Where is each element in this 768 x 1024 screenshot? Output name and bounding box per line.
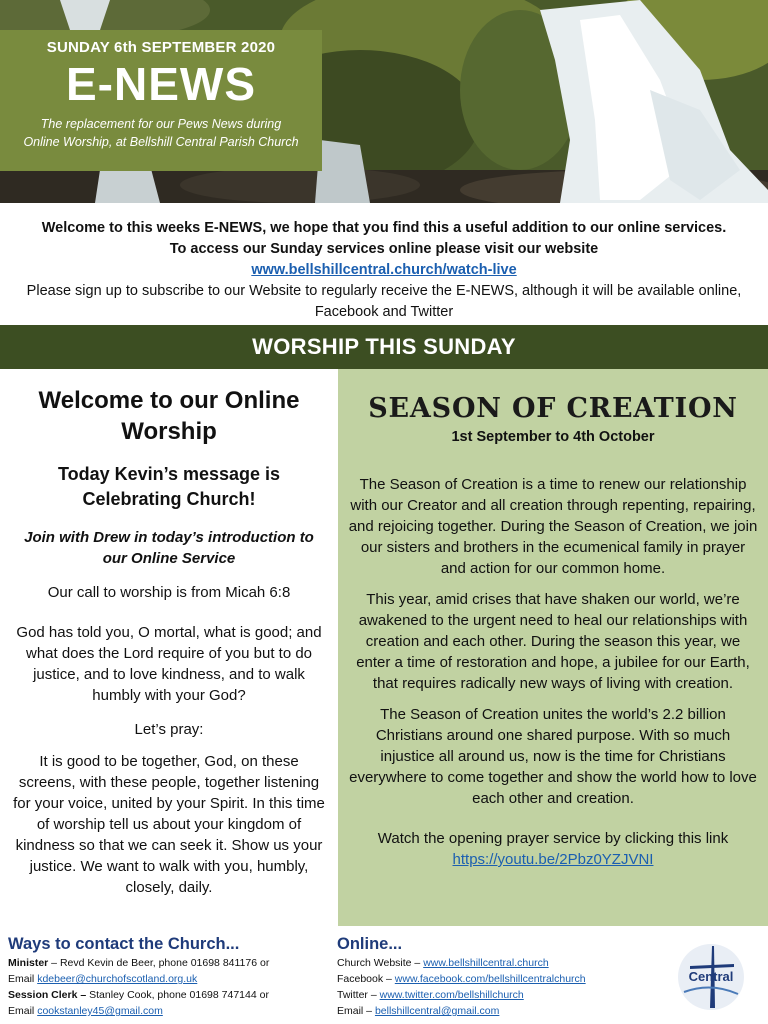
- minister-label: Minister: [8, 957, 49, 969]
- website-line: [337, 955, 667, 971]
- welcome-text: Welcome to this weeks E-NEWS, we hope that you find this a useful addition to our online services. To access our Sunday services online please visit our website: [41, 220, 727, 257]
- clerk-text: Stanley Cook, phone 01698 747144 or: [86, 989, 269, 1001]
- season-of-creation-panel: [338, 369, 768, 926]
- scripture-text: God has told you, O mortal, what is good; and what does the Lord require of you but to do justice, and to love kindness, and to walk humbly with your God?: [16, 624, 322, 704]
- worship-heading: Welcome to our Online Worship: [38, 387, 300, 445]
- intro-section: [0, 203, 768, 325]
- clerk-label: Session Clerk –: [8, 989, 87, 1001]
- online-heading: Online...: [337, 935, 403, 953]
- logo-text: Central: [688, 969, 734, 984]
- subscribe-text: Please sign up to subscribe to our Website to regularly receive the E-NEWS, although it will be available online, Facebook and Twitter: [26, 283, 742, 320]
- facebook-link[interactable]: www.facebook.com/bellshillcentralchurch: [394, 973, 586, 985]
- service-intro: Join with Drew in today’s introduction to our Online Service: [24, 529, 314, 567]
- online-email-label: Email –: [337, 1005, 375, 1017]
- subtitle-line-1: The replacement for our Pews News during: [40, 117, 282, 131]
- watch-live-link[interactable]: www.bellshillcentral.church/watch-live: [251, 262, 517, 278]
- season-paragraph-3: The Season of Creation unites the world’s 2.2 billion Christians around one shared purpose. With so much injustice all around us, now is the time for Christians everywhere to come together and show the world how to love each other and creation.: [349, 706, 757, 807]
- youtube-link[interactable]: https://youtu.be/2Pbz0YZJVNI: [452, 851, 654, 868]
- clerk-email-line: [8, 1003, 328, 1019]
- season-dates: 1st September to 4th October: [451, 429, 655, 445]
- cross-logo-icon: [676, 942, 746, 1012]
- contact-section: [8, 933, 328, 1019]
- facebook-line: [337, 971, 667, 987]
- online-email-link[interactable]: bellshillcentral@gmail.com: [374, 1005, 500, 1017]
- prayer-text: It is good to be together, God, on these screens, with these people, together listening for your voice, united by your Spirit. In this time of worship tell us about your kingdom of kindness so that we can seek it. Show us your justice. We want to walk with you, humbly, closely, daily.: [13, 753, 325, 896]
- minister-text: – Revd Kevin de Beer, phone 01698 841176 or: [48, 957, 270, 969]
- website-link[interactable]: www.bellshillcentral.church: [423, 957, 549, 969]
- twitter-line: [337, 987, 667, 1003]
- clerk-email-label: Email: [8, 1005, 38, 1017]
- minister-line: [8, 955, 328, 971]
- season-heading: SEASON OF CREATION: [368, 393, 738, 424]
- call-to-worship: Our call to worship is from Micah 6:8: [47, 584, 291, 601]
- newsletter-title: E-NEWS: [66, 58, 256, 110]
- issue-date: SUNDAY 6th SEPTEMBER 2020: [46, 39, 276, 56]
- minister-email-line: [8, 971, 328, 987]
- email-line: [337, 1003, 667, 1019]
- clerk-line: [8, 987, 328, 1003]
- message-heading: Today Kevin’s message is Celebrating Church!: [57, 464, 281, 509]
- season-paragraph-1: The Season of Creation is a time to renew our relationship with our Creator and all creation through repenting, repairing, and rejoicing together. During the Season of Creation, we join our sisters and brothers in the ecumenical family in prayer and action for our common home.: [348, 476, 758, 577]
- church-logo: [676, 942, 746, 1012]
- online-worship-column: [0, 369, 338, 926]
- online-section: [337, 933, 667, 1019]
- email-label: Email: [8, 973, 38, 985]
- twitter-link[interactable]: www.twitter.com/bellshillchurch: [379, 989, 524, 1001]
- contact-heading: Ways to contact the Church...: [8, 935, 240, 953]
- section-banner: WORSHIP THIS SUNDAY: [0, 325, 768, 369]
- minister-email-link[interactable]: kdebeer@churchofscotland.org.uk: [37, 973, 198, 985]
- website-label: Church Website –: [337, 957, 424, 969]
- newsletter-subtitle: [0, 115, 322, 151]
- hero-title-box: [0, 30, 322, 171]
- lets-pray: Let’s pray:: [134, 721, 204, 738]
- header-photo: [0, 0, 768, 203]
- season-paragraph-2: This year, amid crises that have shaken our world, we’re awakened to the urgent need to heal our relationships with creation and each other. During the season this year, we enter a time of restoration and hope, a jubilee for our Earth, that requires radically new ways of living with creation.: [356, 591, 750, 692]
- subtitle-line-2: Online Worship, at Bellshill Central Parish Church: [23, 135, 299, 149]
- season-paragraph-4: Watch the opening prayer service by clicking this link: [377, 830, 729, 847]
- twitter-label: Twitter –: [337, 989, 380, 1001]
- clerk-email-link[interactable]: cookstanley45@gmail.com: [37, 1005, 163, 1017]
- facebook-label: Facebook –: [337, 973, 395, 985]
